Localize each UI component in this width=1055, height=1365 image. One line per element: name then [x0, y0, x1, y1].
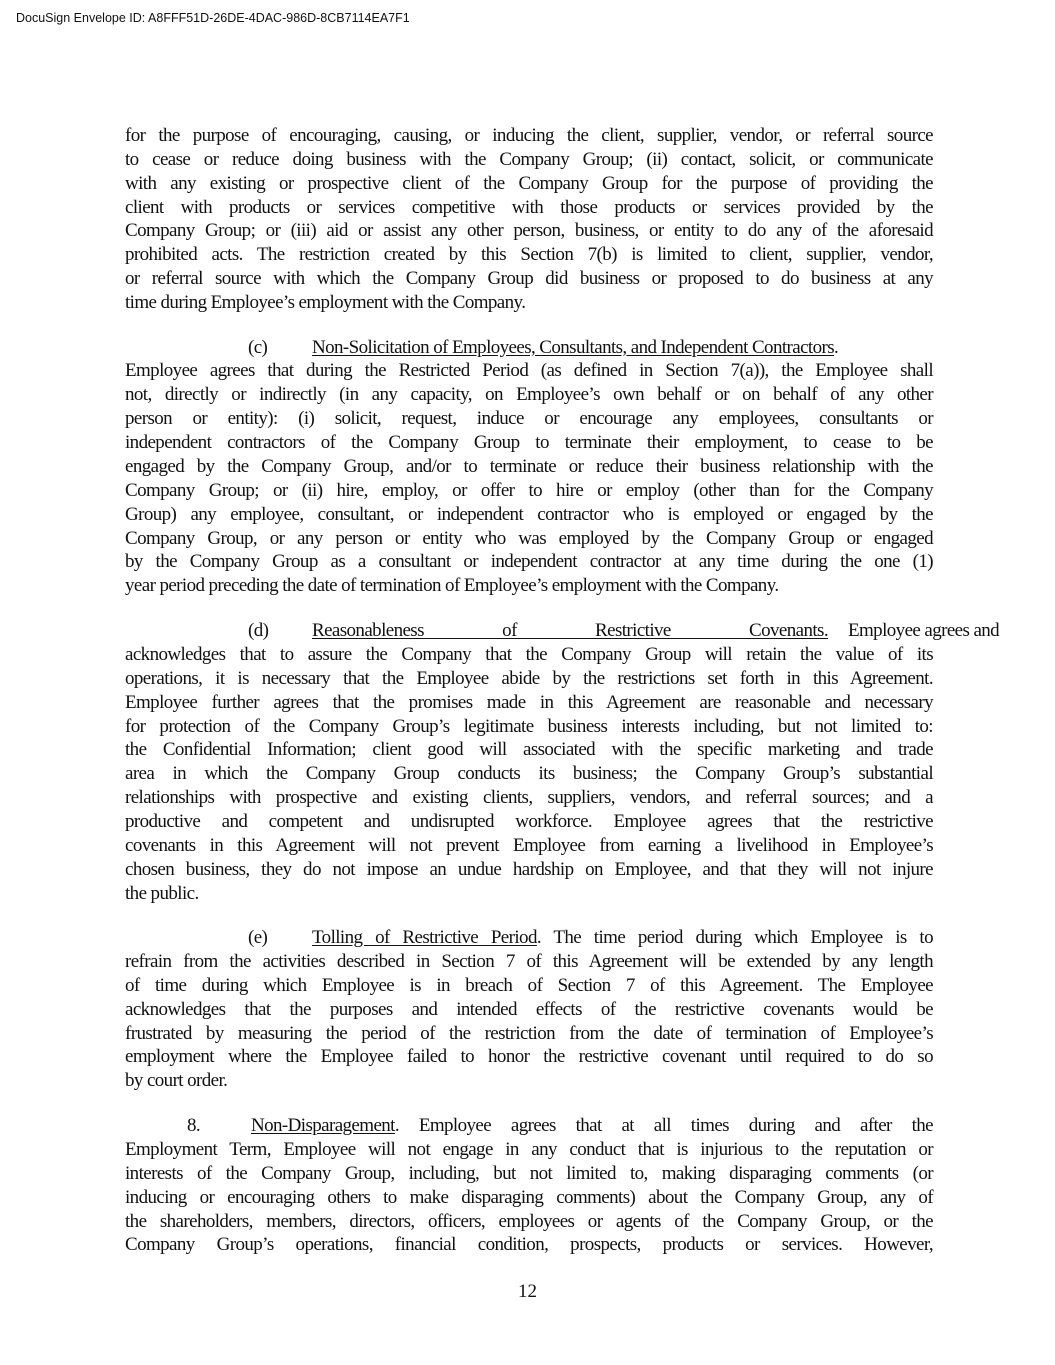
text-line: or referral source with which the Company Group did business or proposed to do business at any	[125, 268, 933, 289]
section-marker: 8.	[187, 1115, 201, 1136]
heading-punctuation: .	[834, 337, 839, 358]
text-line: chosen business, they do not impose an undue hardship on Employee, and that they will not injure	[125, 859, 933, 880]
text-line: acknowledges that the purposes and intended effects of the restrictive covenants would be	[125, 999, 933, 1020]
section-marker: (c)	[248, 337, 268, 358]
text-line: engaged by the Company Group, and/or to terminate or reduce their business relationship with the	[125, 456, 933, 477]
text-line: Group) any employee, consultant, or independent contractor who is employed or engaged by the	[125, 504, 933, 525]
text-line: employment where the Employee failed to honor the restrictive covenant until required to do so	[125, 1046, 933, 1067]
text-line: person or entity): (i) solicit, request, induce or encourage any employees, consultants or	[125, 408, 933, 429]
section-heading-c	[312, 336, 838, 359]
text-line: interests of the Company Group, including, but not limited to, making disparaging comments (or	[125, 1163, 933, 1184]
text-line: Company Group; or (iii) aid or assist any other person, business, or entity to do any of the aforesaid	[125, 220, 933, 241]
text-line: productive and competent and undisrupted workforce. Employee agrees that the restrictive	[125, 811, 933, 832]
text-line: refrain from the activities described in Section 7 of this Agreement will be extended by any length	[125, 951, 933, 972]
text-line: time during Employee’s employment with the Company.	[125, 292, 526, 313]
text-line: Employment Term, Employee will not engage in any conduct that is injurious to the reputation or	[125, 1139, 933, 1160]
section-heading-text: Non-Solicitation of Employees, Consultants, and Independent Contractors	[312, 337, 835, 358]
section-heading-text: Non-Disparagement	[251, 1115, 395, 1136]
text-line: the shareholders, members, directors, officers, employees or agents of the Company Group, or the	[125, 1211, 933, 1232]
text-line: operations, it is necessary that the Employee abide by the restrictions set forth in this Agreement.	[125, 668, 933, 689]
text-line: client with products or services competitive with those products or services provided by the	[125, 197, 933, 218]
section-heading-line	[125, 619, 1000, 642]
text-line: for the purpose of encouraging, causing, or inducing the client, supplier, vendor, or referral source	[125, 125, 933, 146]
text-line: the Confidential Information; client good will associated with the specific marketing and trade	[125, 739, 933, 760]
text-line: for protection of the Company Group’s legitimate business interests including, but not limited to:	[125, 716, 933, 737]
text-line: prohibited acts. The restriction created by this Section 7(b) is limited to client, supplier, vendor,	[125, 244, 933, 265]
section-marker: (d)	[248, 620, 269, 641]
text-line: of time during which Employee is in breach of Section 7 of this Agreement. The Employee	[125, 975, 933, 996]
section-heading-line	[125, 336, 933, 359]
section-heading-line	[125, 1114, 933, 1137]
section-heading-line	[125, 926, 933, 949]
text-line: by the Company Group as a consultant or independent contractor at any time during the one (1)	[125, 551, 933, 572]
text-line: independent contractors of the Company Group to terminate their employment, to cease to be	[125, 432, 933, 453]
section-heading-8	[251, 1114, 933, 1137]
text-line: relationships with prospective and existing clients, suppliers, vendors, and referral sources; and a	[125, 787, 933, 808]
section-marker: (e)	[248, 927, 268, 948]
section-heading-d: Reasonableness of Restrictive Covenants.	[312, 620, 828, 641]
text-line: Employee further agrees that the promises made in this Agreement are reasonable and necessary	[125, 692, 933, 713]
section-heading-text: Tolling of Restrictive Period	[312, 927, 537, 948]
section-heading-e	[312, 926, 933, 949]
text-line: to cease or reduce doing business with the Company Group; (ii) contact, solicit, or communicate	[125, 149, 933, 170]
docusign-envelope-id: DocuSign Envelope ID: A8FFF51D-26DE-4DAC-986D-8CB7114EA7F1	[16, 11, 410, 25]
heading-tail: . Employee agrees that at all times during and after the	[394, 1115, 933, 1136]
text-line: not, directly or indirectly (in any capacity, on Employee’s own behalf or on behalf of any other	[125, 384, 933, 405]
text-line: year period preceding the date of termination of Employee’s employment with the Company.	[125, 575, 779, 596]
text-line: Employee agrees that during the Restricted Period (as defined in Section 7(a)), the Employee shall	[125, 360, 933, 381]
text-line: by court order.	[125, 1070, 228, 1091]
text-line: frustrated by measuring the period of the restriction from the date of termination of Employee’s	[125, 1023, 933, 1044]
text-line: acknowledges that to assure the Company that the Company Group will retain the value of its	[125, 644, 933, 665]
text-line: Company Group; or (ii) hire, employ, or offer to hire or employ (other than for the Company	[125, 480, 933, 501]
text-line: inducing or encouraging others to make disparaging comments) about the Company Group, any of	[125, 1187, 933, 1208]
text-line: the public.	[125, 883, 199, 904]
heading-tail: Employee agrees and	[848, 620, 1000, 641]
text-line: covenants in this Agreement will not prevent Employee from earning a livelihood in Employee’s	[125, 835, 933, 856]
heading-tail: . The time period during which Employee is to	[536, 927, 933, 948]
page-number: 12	[518, 1281, 537, 1302]
text-line: Company Group, or any person or entity who was employed by the Company Group or engaged	[125, 528, 933, 549]
text-line: area in which the Company Group conducts its business; the Company Group’s substantial	[125, 763, 933, 784]
text-line: Company Group’s operations, financial condition, prospects, products or services. However,	[125, 1234, 933, 1255]
text-line: with any existing or prospective client of the Company Group for the purpose of providing the	[125, 173, 933, 194]
